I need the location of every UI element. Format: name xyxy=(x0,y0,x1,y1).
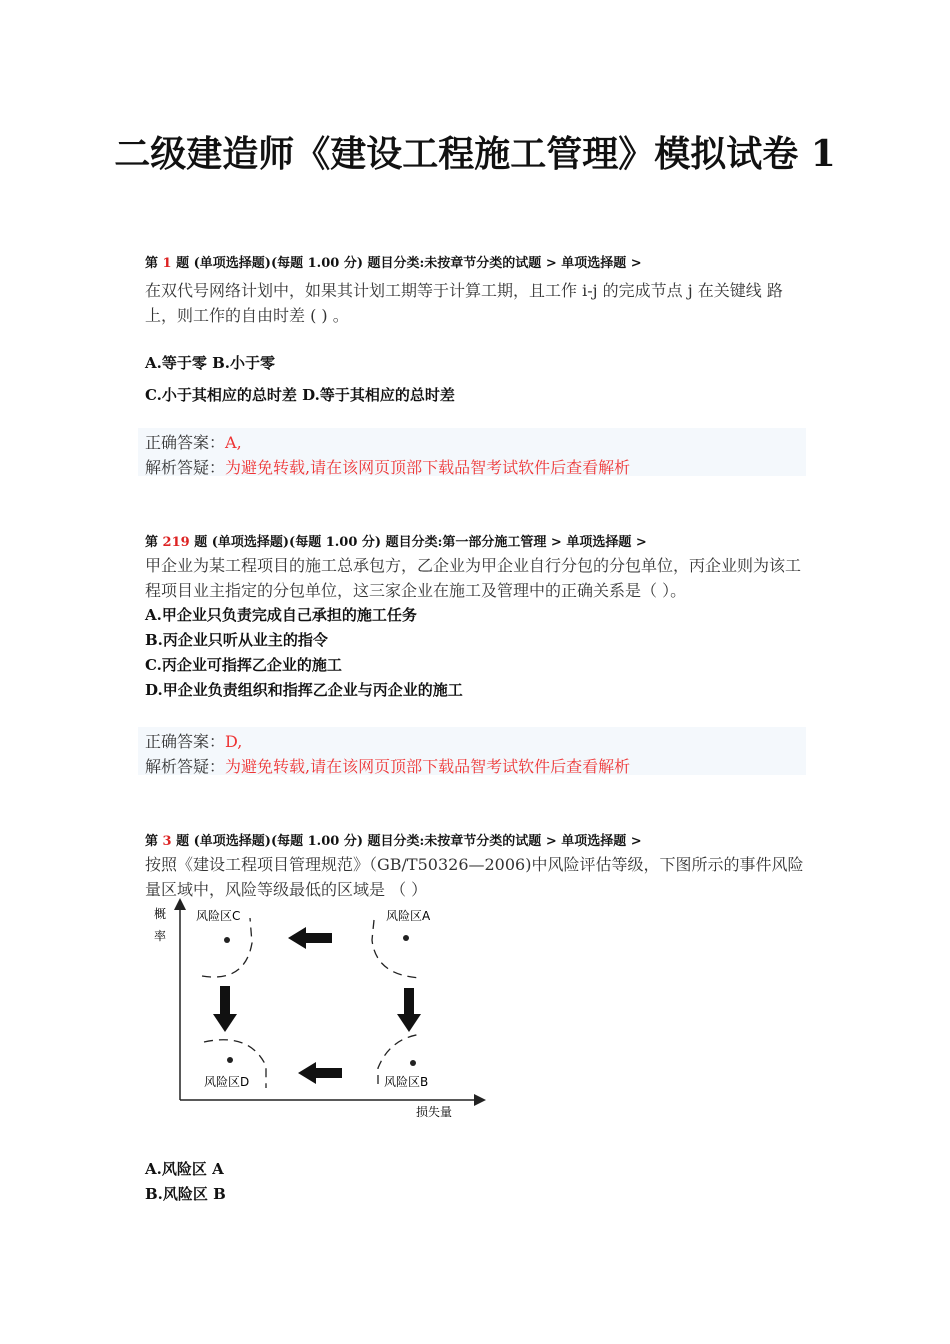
y-axis-label: 概 xyxy=(154,907,167,921)
zone-point-d xyxy=(227,1057,233,1063)
risk-zone-figure xyxy=(150,898,490,1128)
analysis: 解析答疑：为避免转载,请在该网页顶部下载品智考试软件后查看解析 xyxy=(145,458,631,477)
left-arrow-icon xyxy=(288,927,332,949)
zone-point-b xyxy=(410,1060,416,1066)
down-arrow-icon xyxy=(397,988,421,1032)
option-line: C.丙企业可指挥乙企业的施工 xyxy=(145,656,342,674)
question-number: 3 xyxy=(162,834,172,849)
question-number: 219 xyxy=(162,535,190,550)
correct-answer: 正确答案：D, xyxy=(145,732,243,751)
zone-point-c xyxy=(224,937,230,943)
option-line: A.风险区 A xyxy=(145,1160,224,1178)
correct-answer: 正确答案：A, xyxy=(145,433,242,452)
zone-label-a: 风险区A xyxy=(386,909,431,923)
option-line: A.等于零 B.小于零 xyxy=(145,354,275,372)
option-line: B.风险区 B xyxy=(145,1185,226,1203)
document-title: 二级建造师《建设工程施工管理》模拟试卷 1 xyxy=(114,133,836,175)
question-header: 第 1 题 (单项选择题)(每题 1.00 分) 题目分类:未按章节分类的试题 > 单项选择题 > xyxy=(145,256,642,271)
question-number: 1 xyxy=(162,256,172,271)
zone-boundary-c xyxy=(202,918,252,977)
zone-boundary-a xyxy=(372,920,422,978)
analysis: 解析答疑：为避免转载,请在该网页顶部下载品智考试软件后查看解析 xyxy=(145,757,631,776)
question-text: 甲企业为某工程项目的施工总承包方，乙企业为甲企业自行分包的分包单位，丙企业则为该工程项目业主指定的分包单位，这三家企业在施工及管理中的正确关系是（ ）。 xyxy=(145,556,802,600)
zone-label-c: 风险区C xyxy=(196,909,241,923)
question-header: 第 3 题 (单项选择题)(每题 1.00 分) 题目分类:未按章节分类的试题 > 单项选择题 > xyxy=(145,834,642,849)
question-header: 第 219 题 (单项选择题)(每题 1.00 分) 题目分类:第一部分施工管理 > 单项选择题 > xyxy=(145,535,647,550)
question-text: 在双代号网络计划中，如果其计划工期等于计算工期，且工作 i-j 的完成节点 j 在关键线 路上，则工作的自由时差 ( ) 。 xyxy=(145,281,783,325)
zone-label-d: 风险区D xyxy=(204,1075,250,1089)
option-line: A.甲企业只负责完成自己承担的施工任务 xyxy=(145,606,417,624)
down-arrow-icon xyxy=(213,986,237,1032)
x-axis-label: 损失量 xyxy=(416,1105,453,1119)
zone-label-b: 风险区B xyxy=(384,1075,429,1089)
option-line: D.甲企业负责组织和指挥乙企业与丙企业的施工 xyxy=(145,681,463,699)
left-arrow-icon xyxy=(298,1062,342,1084)
zone-point-a xyxy=(403,935,409,941)
option-line: C.小于其相应的总时差 D.等于其相应的总时差 xyxy=(145,386,455,404)
question-text: 按照《建设工程项目管理规范》（GB/T50326—2006)中风险评估等级，下图所示的事件风险量区域中，风险等级最低的区域是 （ ） xyxy=(145,855,804,899)
y-axis-label: 率 xyxy=(154,929,167,943)
option-line: B.丙企业只听从业主的指令 xyxy=(145,631,328,649)
